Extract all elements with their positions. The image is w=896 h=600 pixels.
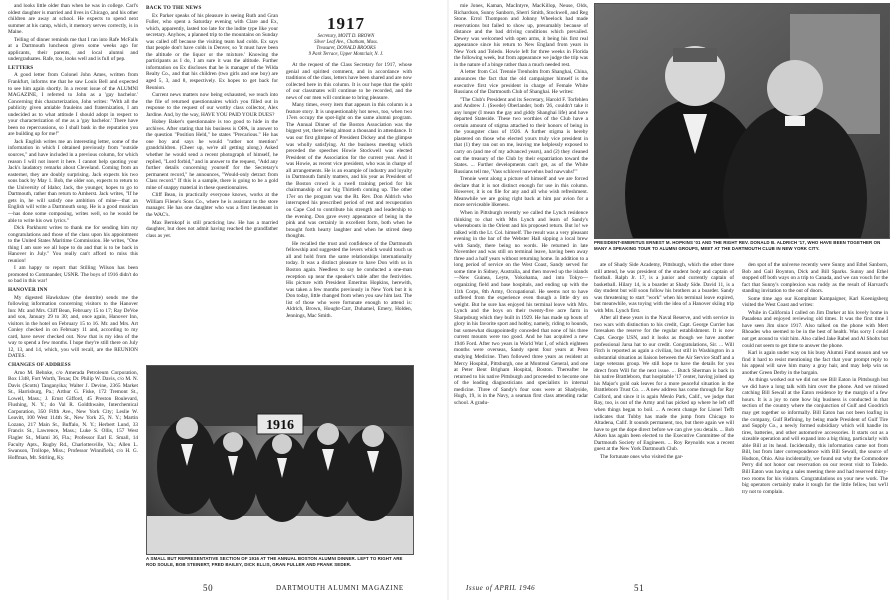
- class-year-heading: 1917: [327, 14, 365, 33]
- hopkins-aldrich-caption: PRESIDENT-EMERITUS ERNEST M. HOPKINS '01 AND THE RIGHT REV. DONALD B. ALDRICH '17, WHO HAVE BEEN TOGETHER ON MANY A SPEAKING TOUR TO ALUMNI GROUPS, MEET AT THE DARTMOUTH CLUB IN NEW YORK CITY.: [594, 240, 881, 251]
- article-paragraph: He recalled the trust and confidence of the Dartmouth fellowship and suggested the levers which would touch us all and hold from the same relationships internationally today. It was a distinct pleasure to have Don with us in Boston again. Needless to say he conducted a one-man reception up near the speaker's table after the festivities. His picture with President Emeritus Hopkins, herewith, was taken a few months previously in New York but it is Don today, little changed from when you saw him last. The list of those who were fortunate enough to attend is: Aldrich, Brown, Hought-Carr, Duhamel, Emery, Holden, Jennings, Mac Smith.: [286, 240, 412, 319]
- left-page-number: 50: [203, 583, 214, 593]
- page-gutter: [447, 0, 449, 600]
- article-paragraph: mie Jones, Kaman, MacIntyre, MacKillop, Neuse, Olds, Richardson, Sunny Sanborn, Sherri Smith, Stockwell, and Reg Stone. Errol Thompson and Johnny Wheelock had made reservations but failed to show up, presumably because of distance and the bad driving conditions which prevailed. Dewey was welcomed with open arms, it being his first real appearance since his return to New England from years in New York and Toledo. Howie left for three weeks in Florida the following week, but from appearance we judge the trip was in the nature of a binge rather than a much needed rest.: [454, 3, 588, 68]
- article-paragraph: "The Club's President and its Secretary, Harold F. Torfehlen and Andrew J. (Swede) Oberlander, both '26, couldn't take it any longer (I mean the gay and giddy Shanghai life) and have departed Stateside. These two worthies of the Club have a certain amount of stigma attached to their honors of being in the youngster class of 1926. A further stigma is hereby plastered on those who elected yours truly vice president in that (1) they ran out on me, leaving me helplessly exposed to carry on (and me of my advanced years), and (2) they cleaned out the treasury of the Club by their expatriation toward the States. ... Further developments can't get, as of the White Russians tell me, 'Vass schlovel nawvehns bud nawvahs!'": [454, 96, 588, 175]
- left-footer-title: DARTMOUTH ALUMNI MAGAZINE: [276, 584, 404, 592]
- section-subhead: LETTERS: [8, 64, 34, 71]
- dinner-photo-image: [147, 366, 413, 554]
- article-paragraph: Many times, every item that appears in this column is a feature story. It is unquestionably hot news, too, when two 17ers occupy the spot-light on the same alumni program. The Annual Dinner of the Boston Association was the biggest yet, there being almost a thousand in attendance. It was our first glimpse of President Dickey and the glimpse was wholly satisfying. At the business meeting which preceded the speeches Howie Stockwell was elected President of the Association for the current year. And it was Howie, as recent vice president, who was in charge of all arrangements. He is an example of industry and loyalty in Dartmouth family matters, and his year as President of the Boston crowd is a swell training period for his chairmanship of our big Thirtieth coming up. The other 17er on the program was the Rt. Rev. Don Aldrich who interrupted his prescribed period of rest and recuperation on Cape Cod to contribute his strength and leadership to the evening. Don gave every appearance of being in the pink and was certainly in excellent form, both when he brought forth hearty laughter and when he stirred deep thoughts.: [286, 102, 412, 240]
- column-2: [146, 3, 278, 356]
- article-paragraph: A letter from Col. Trennie Trenholm from Shanghai, China, announces the fact that the old campaigner himself is the executive first vice president in charge of Female White Russians of the Dartmouth Club of Shanghai. He writes:: [454, 69, 588, 96]
- article-paragraph: As things worked out we did not see Bill Eaton in Pittsburgh but we did have a long talk with him over the phone. And we missed catching Bill Sewall at the Eaton residence by the margin of a few hours. It is a joy to note how big business is conducted in that section of the country where the conjunction of Gulf and Goodrich may get together so informally. Bill Eaton has not been loafing in the company, Gulf Refining, by being made President of Gulf Tire and Supply Co., a newly formed subsidiary which will handle its tires, batteries, and other automotive accessories. It starts out as a sizeable operation and will expand into a big thing, particularly with able Bill at its head. Incidentally, this information came not from Bill, but from later correspondence with Bill Sewall, the source of Hudson, Ohio. Also incidentally, we found out why the Commodore Perry did not honor our reservation on our recent visit to Toledo. Bill Eaton was having a sales meeting there and had reserved thirty-two rooms for his visitors. Congratulations on your new work. The big operators certainly make it tough for the little fellow, but we'll try not to complain.: [742, 377, 888, 495]
- 1916-banner: 1916: [266, 418, 294, 433]
- article-paragraph: Current news matters now being exhausted, we reach into the file of returned questionnaires which you filled out in response to the request of our worthy class collector, Alex Jardine. And, by the way, HAVE YOU PAID YOUR DUES?: [146, 92, 278, 118]
- treasurer-line: Treasurer, DONALD BROOKS: [316, 46, 376, 51]
- article-paragraph: Telling of dinner reminds me that I ran into Rafe McFalls at a Dartmouth luncheon given some weeks ago for applicants, their parents, and local alumni and undergraduates. Rafe, too, looks well and is full of pep.: [8, 36, 138, 63]
- article-paragraph: Ex Parker speaks of his pleasure in seeing Ruth and Gran Fuller, who spent a Saturday evening with Clare and Ex, which, apparently, lasted too late for the indite type like your secretary. Anyhow, a planned trip to the mountains on Sunday was called off because the visiting team had colds. Ex says that people don't have colds in Denver, so 'it must have been the altitude or the liquor or the mixture.' Knowing the participants as I do, I am sure it was the altitude. Further information on Ex discloses that he is manager of the Wilda Realty Co., and that his children (two girls and one boy) are aged 5, 3, and 8, respectively. Ex hopes to get back for Reunion.: [146, 12, 278, 91]
- class-officers: [286, 34, 406, 58]
- column-4: [454, 3, 588, 581]
- right-page-number: 51: [634, 583, 645, 593]
- right-footer-issue: Issue of APRIL 1946: [466, 584, 536, 592]
- article-paragraph: den spot of the universe recently were Sunny and Ethel Sanborn, Bob and Gail Boynton, Dick and Bill Sparks. Sunny and Ethel stopped off both ways on a trip to Canada, and we can vouch for the fact that Sunny's complexion was ruddy as the result of Harvard's standing invitation to the out of doors.: [742, 262, 888, 295]
- hopkins-aldrich-image: [595, 4, 889, 238]
- treasurer-address: 9 Park Terrace, Upper Montclair, N. J.: [308, 52, 384, 57]
- article-paragraph: Karl is again under way on his busy Alumni Fund season and we find it hard to resist mentioning the fact that your prompt reply to his appeal will save him many a gray hair, and may help win us another Green Derby in the bargain.: [742, 350, 888, 376]
- column-3: [286, 62, 412, 356]
- article-paragraph: Cliff Bean, in practically everyone knows, works at the William Filene's Sons Co., where he is assistant to the store manager. He has one daughter who was a first lieutenant in the WAC's.: [146, 192, 278, 218]
- article-paragraph: Max Bernkopf is still practicing law. He has a married daughter, but does not admit having reached the grandfather class as yet.: [146, 219, 278, 239]
- article-paragraph: Jack English writes me an interesting letter, some of the information in which I obtained previously from "outside sources," and have included in a previous column, for which reason I will not insert it here. I cannot help quoting your Jack's laudatory remarks about Cleveland. Coming from an easterner, they are doubly surprising. Jack expects his two sons back by May 1. Bob, the older son, expects to return to the University of Idaho; Jack, the younger, hopes to go to Dartmouth, rather than return to Amherst. Jack writes, "If he gets in, he will satisfy one ambition of mine—that an English will write a Dartmouth song. He is a good musician—has done some composing, writes well, so he would be able to write his own lyrics.": [8, 138, 138, 224]
- hopkins-aldrich-photo: [594, 3, 890, 239]
- secretary-address: Silver Leaf Ave., Chatham, Mass.: [314, 40, 378, 45]
- section-subhead: HANOVER INN: [8, 286, 48, 293]
- article-paragraph: Dick Parkhurst writes to thank me for sending him my congratulations and those of the class upon his appointment to the United States Maritime Commission. He writes, "One thing I am sure we all hope to do and that is to be back in Hanover in July." You really can't afford to miss this reunion!: [8, 225, 138, 264]
- article-paragraph: Some time ago our Kompitant Kampaigner, Karl Koenigsberg visited the West Coast and writes:: [742, 295, 888, 309]
- column-5: [594, 262, 734, 582]
- section-subhead: CHANGES OF ADDRESS: [8, 361, 71, 368]
- article-paragraph: Arno M. Behnke, c/o Amerada Petroleum Corporation, Box 1348, Fort Worth, Texas; Dr. Philip W. Davis, c/o M. N. Davis (Scotts) Tanganyika; Walter J. Devine, 2365 Market St., Harrisburg, Pa.; Arthur G. Fiske, 172 Tremont St., Lowell, Mass.; J. Ernst Gifford, 45 Preston Boulevard, Flushing, N. Y.; do Val R. Goldthwaite, Interchemical Corporation, 350 Fifth Ave., New York City; Leslie W. Leavitt, 100 West 114th St., New York 25, N. Y.; Martin Lozano, 217 Main St., Buffalo, N. Y.; Herbert Lund, 33 Francis St., Lawrence, Mass.; Luke S. Ollis, 157 West Flagler St., Miami 36, Fla.; Professor Earl E. Small, 14 Faculty Apts., Rugby Rd., Charlottesville, Va.; Allen L. Swanson, Trollope, Miss.; Professor Winnifield, c/o H. G. Hoffman, Mt. Stirling, Ky.: [8, 369, 138, 461]
- column-1: [8, 3, 138, 581]
- article-paragraph: At the request of the Class Secretary for 1917, whose genial and spirited comment, and in accordance with traditions of the class, letters have been shared and are now collected here in this column. It is our hope that the spirit of our classmates will continue to be recorded, and the news of our men will continue to bring pleasure.: [286, 62, 412, 101]
- article-paragraph: When in Pittsburgh recently we called the Lynch residence thinking to chat with Mrs Lynch and learn of Sandy's whereabouts in the Orient and his proposed return. But lo! we talked with the Lt. Col. himself. The result was a very pleasant evening in the bar of the Webster Hall sipping a local brew with Sandy, there being no words. He returned in late November and was still on terminal leave, having been away three and a half years without returning home. In addition to a long period of service on the West Coast, Sandy served for some time in Sidney, Australia, and then moved up the islands—New Guinea, Leyte, Yokohama, and into Tokyo—organizing field and base hospitals, and ending up with the 11th Corps, 8th Army, Occupational. He seems not to have suffered from the experience even though a little dry on weight. But he sure has enjoyed his terminal leave with Mrs. Lynch and the boys on their twenty-five acre farm in Sharpsburg which they built in 1929. He has made up bouts of glory in his favorite sport and hobby, namely, riding to hounds, but somewhat disappointedly conceded that none of his three current mounts were too good. And he has acquired a new 1946 Ford. After two years in World War I, of which eighteen months were overseas, Sandy spent four years at Penn studying Medicine. Then followed three years as resident at Mercy Hospital, Pittsburgh, one at Montreal General, and one at Peter Bent Brigham Hospital, Boston. Thereafter he returned to his native Pittsburgh and proceeded to become one of the leading diagnosticians and specialists in internal medicine. Three of Sandy's four sons were at Shadyside, Hugh, 19, is in the Navy, a seaman first class attending radar school. A gradu-: [454, 209, 588, 406]
- article-paragraph: and looks little older than when he was in college. Carl's oldest daughter is married and lives in Chicago, and his other children are away at school. He expects to spend next summer at his camp, which, it memory serves correctly, is in Maine.: [8, 3, 138, 36]
- class-1916-dinner-photo: [146, 365, 414, 555]
- article-paragraph: The fortunate ones who visited the gar-: [600, 453, 684, 460]
- column-6: [742, 262, 888, 582]
- article-paragraph: While in California I called on Jim Darker at his lovely home in Pasadena and enjoyed reviewing old times. It was the first time I have seen Jim since 1917. Also talked on the phone with Mert Rhoades who seemed to be in the best of health. Was sorry I could not get around to visit him. Also called Jake Rabel and Al Sholts but could not seem to get time to answer the phone.: [742, 309, 888, 349]
- article-paragraph: Hobey Baker's questionnaire is too good to hide in the archives. After stating that his business is OPA, in answer to the question "Position Held," he states "Precarious." He has one boy and says he would "rather not mention" grandchildren. (Cheer up, we're all getting along.) Asked whether he would send a recent photograph of himself, he replied, "Lord forbid," and in answer to the request, "Add any further details concerning yourself for the Secretary's permanent record," he announces, "Would-only detract from Class record." If this is a sample, there is going to be a gold mine of snappy material in these questionnaires.: [146, 119, 278, 191]
- article-paragraph: A good letter from Colonel John Ames, written from Frankfurt, informs me that he saw Louis Bell and expected to see him again shortly. In a recent issue of the ALUMNI MAGAZINE, I referred to John as a 'gay bachelor.' Concerning this characterization, John writes: "With all the publicity given amiable frauleins and fraternization, I am undecided as to what attitude I should adopt in respect to your characterization of me as a 'gay bachelor.' There have been no repercussions, so I shall bask in the reputation you are building up for me!": [8, 72, 138, 138]
- article-paragraph: ate of Shady Side Academy, Pittsburgh, which the other three still attend, he was president of the student body and captain of football. Ralph Jr. 17, is a junior and currently captain of basketball. Hilary 14, is a boarder at Shady Side. David 11, is a day student but will soon follow his brothers as a boarder. Sandy was threatening to start "work" when his terminal leave expired, but meanwhile, was toying with the idea of a Hanover skiing trip with Mrs. Lynch first.: [594, 262, 734, 314]
- article-paragraph: I am happy to report that Stilling Wilson has been promoted to Commander, USNR. The boys of 1916 didn't do so bad in this war!: [8, 265, 138, 285]
- section-subhead: BACK TO THE NEWS: [146, 5, 202, 11]
- secretary-line: Secretary, MOTT D. BROWN: [317, 34, 375, 39]
- article-paragraph: My digested Hawkshaw (the dentrite) sends me the following information concerning visitors to the Hanover Inn: Mr. and Mrs. Cliff Bean, February 15 to 17; Ray DeVoe and son, January 29 to 30; and, once again, Hanover Inn, visitors in the hotel on February 15 to 16. Mr. and Mrs. Art Conley checked in on February 11 and, according to my card, have never checked out. Now that is my idea of the way to spend a few months. I hope they're still there on July 12, 13, and 14, which, you will recall, are the REUNION DATES.: [8, 294, 138, 360]
- article-paragraph: Trennie went along a picture of himself and we are forced declare that it is not distinct enough for use in this column. However, it is on file for any and all who wish refreshment. Meanwhile we are going right back at him par avion for a more serviceable likeness.: [454, 176, 588, 209]
- dinner-photo-caption: A SMALL BUT REPRESENTATIVE SECTION OF 1916 AT THE ANNUAL BOSTON ALUMNI DINNER. LEFT TO RIGHT ARE ROD SOULE, BOB STEINERT, FRED BAILEY, DICK ELLIS, GRAN FULLER AND FRANK SEDER.: [146, 556, 403, 567]
- article-paragraph: After all these years in the Naval Reserve, and with service in two wars with distinction to his credit, Capt. George Currier has foresaken the reserve for the regular establishment. It is now Capt. George USN, and it looks as though we have another professional Jarsa hat to our credit. Congratulations, Sir. ... Will Fitch is reported as again a civilian, but still in Washington in a substantial situation as liaison between the Air Service Staff and a large veterans group. We still hope to have the details for you direct from Will for the next issue. ... Butch Sherman is back in his native Brattleboro, that hospitable '17 center, having joined up his Major's gold oak leaves for a more peaceful situation in the Brattleboro Trust Co. ... A new address has come through for Ray Colford, and since it is again Menlo Park, Calif., we judge that Ray, too, is out of the Army and has picked up where he left off when things began to boil. ... A recent change for Lionel Tefft indicates that Tubby has made the jump from Chicago to Altadena, Calif. It sounds permanent, too, but there again we will have to get the dope direct before we can give you details. ... Bob Aiken has again been elected to the Executive Committee of the Dartmouth Society of Engineers. ... Roy Reynolds was a recent guest at the New York Dartmouth Club.: [594, 315, 734, 453]
